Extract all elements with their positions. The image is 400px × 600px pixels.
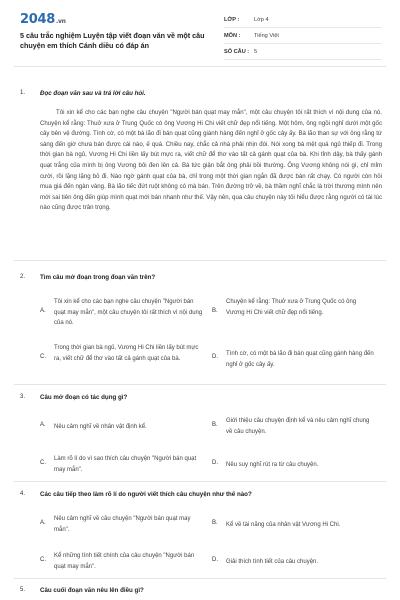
option-a-text[interactable]: Tôi xin kể cho các bạn nghe câu chuyện "Người bán quạt may mắn", một câu chuyện tôi rất thích vì nội dung của nó.: [54, 299, 203, 326]
divider: [14, 384, 386, 385]
meta-key: LỚP :: [224, 16, 240, 23]
site-logo[interactable]: [20, 12, 66, 27]
divider: [14, 481, 386, 482]
option-b-text[interactable]: Chuyện kể rằng: Thuở xưa ở Trung Quốc có ông Vương Hi Chi viết chữ đẹp nổi tiếng.: [226, 299, 357, 316]
option-c-text[interactable]: Trong thời gian bà ngủ, Vương Hi Chi liền lấy bút mực ra, viết chữ để thơ vào tất cả gánh quạt của bà.: [54, 345, 199, 362]
logo-suffix: .vn: [55, 18, 66, 25]
meta-value: 5: [254, 48, 258, 55]
question-1-text: Đọc đoạn văn sau và trả lời câu hỏi.: [40, 90, 146, 97]
question-5-text: Câu cuối đoạn văn nêu lên điều gì?: [40, 587, 144, 594]
divider: [14, 66, 386, 67]
reading-passage: [40, 108, 382, 214]
option-letter[interactable]: A.: [40, 422, 46, 428]
option-a-text[interactable]: Nêu cảm nghĩ về nhân vật định kể.: [54, 424, 147, 430]
option-d-text[interactable]: Nêu suy nghĩ rút ra từ câu chuyện.: [226, 462, 319, 468]
meta-key: SỐ CÂU :: [224, 48, 250, 55]
option-letter[interactable]: B.: [212, 520, 218, 526]
meta-value: Tiếng Việt: [254, 32, 279, 39]
option-letter[interactable]: C.: [40, 460, 46, 466]
option-letter[interactable]: D.: [212, 354, 218, 360]
passage-paragraph: Tôi xin kể cho các bạn nghe câu chuyện "Người bán quạt may mắn", một câu chuyện tôi rất thích vì nội dung của nó. Chuyện kể rằng: Thuở xưa ở Trung Quốc có ông Vương Hi Chi viết chữ đẹp nổi tiếng. Một hôm, ông ngồi nghỉ dưới một gốc cây bên vệ đường. Tình cờ, có một bà lão đi bán quạt cũng giành hàng đến nghỉ ở gốc cây ấy. Bà lão than sự với ông rằng từ sáng đến giờ chưa bán được cái nào, ế quá. Chiều nay, chắc cả nhà phải nhịn đói. Nói xong bà mệt quá ngủ thiếp đi. Trong thời gian bà ngủ, Vương Hi Chi liền lấy bút mực ra, viết chữ để thơ vào tất cả gánh quạt của bà. Khi tỉnh dậy, bà thấy gánh quạt trắng của mình bị ông Vương bôi đen lên cả. Bà tức giận bắt ông phải bồi thường. Ông Vương không nói gì, chỉ mỉm cười, rồi lặng lặng bỏ đi. Nào ngờ gánh quạt của bà, chỉ trong một thời gian ngắn đã được bán rất chạy. Có người còn hỏi mua giá đến ngàn vàng. Bà lão tiếc đứt ruột không có mà bán. Trên đường trở về, bà thầm nghĩ chắc là trời thương mình nên mới sai tiên ông đến giúp mình quạt mới bán nhanh như thế. Vậy nên, qua câu chuyện này tôi hiểu được rằng người có tài lúc nào cũng được trân trọng.: [40, 109, 382, 212]
option-letter[interactable]: B.: [212, 308, 218, 314]
option-d-text[interactable]: Tình cờ, có một bà lão đi bán quạt cũng gánh hàng đến nghỉ ở gốc cây ấy.: [226, 351, 374, 368]
logo-text: 2048: [20, 12, 55, 27]
question-3-text: Câu mở đoạn có tác dụng gì?: [40, 394, 128, 401]
question-number: 5.: [20, 587, 26, 593]
option-a-text[interactable]: Nêu cảm nghĩ về câu chuyện "Người bán quạt may mắn".: [54, 516, 191, 533]
question-2-text: Tìm câu mở đoạn trong đoạn văn trên?: [40, 274, 156, 281]
meta-row-class: [224, 12, 382, 28]
divider: [14, 260, 386, 261]
question-number: 3.: [20, 394, 26, 400]
question-4-text: Các câu tiếp theo làm rõ lí do người viết thích câu chuyện như thế nào?: [40, 491, 252, 498]
option-letter[interactable]: C.: [40, 557, 46, 563]
question-number: 1.: [20, 90, 26, 96]
option-c-text[interactable]: Làm rõ lí do vì sao thích câu chuyện "Người bán quạt may mắn".: [54, 456, 197, 473]
document-title: 5 câu trắc nghiệm Luyện tập viết đoạn văn về một câu chuyện em thích Cánh diều có đáp án: [20, 31, 205, 50]
question-number: 2.: [20, 274, 26, 280]
option-letter[interactable]: A.: [40, 520, 46, 526]
option-letter[interactable]: A.: [40, 308, 46, 314]
meta-row-subject: [224, 28, 382, 44]
meta-key: MÔN :: [224, 32, 241, 39]
question-number: 4.: [20, 491, 26, 497]
option-c-text[interactable]: Kể những tình tiết chính của câu chuyện "Người bán quạt may mắn".: [54, 553, 195, 570]
option-letter[interactable]: D.: [212, 460, 218, 466]
divider: [14, 578, 386, 579]
option-letter[interactable]: C.: [40, 354, 46, 360]
option-letter[interactable]: D.: [212, 557, 218, 563]
meta-row-count: [224, 44, 382, 60]
option-b-text[interactable]: Kể về tài năng của nhân vật Vương Hi Chi.: [226, 522, 341, 528]
meta-value: Lớp 4: [254, 16, 269, 23]
option-letter[interactable]: B.: [212, 422, 218, 428]
meta-table: [224, 12, 382, 60]
option-b-text[interactable]: Giới thiệu câu chuyện định kể và nêu cảm nghĩ chung về câu chuyện.: [226, 418, 370, 435]
option-d-text[interactable]: Giải thích tình tiết của câu chuyện.: [226, 559, 319, 565]
